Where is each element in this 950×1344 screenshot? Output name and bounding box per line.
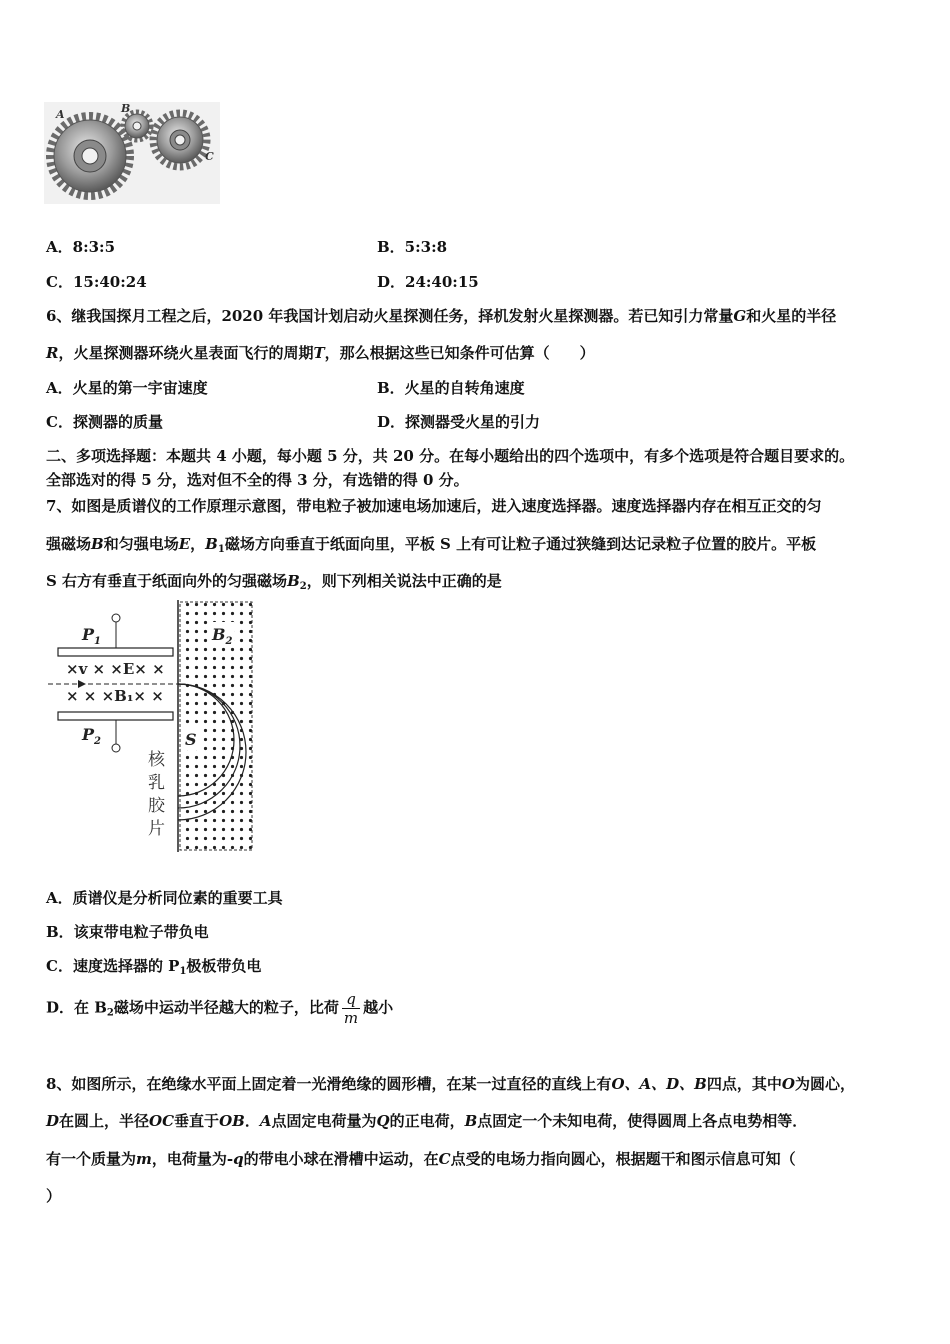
var-e: E <box>178 535 191 553</box>
q5-option-d: D．24:40:15 <box>377 273 479 291</box>
q8-stem-line3 <box>46 1148 796 1169</box>
gear-b-icon <box>123 112 151 140</box>
var-b: B <box>464 1112 478 1130</box>
var-b: B <box>91 535 104 553</box>
var-o: O <box>781 1075 795 1093</box>
q6-option-d: D．探测器受火星的引力 <box>377 413 541 431</box>
p1-terminal-icon <box>112 614 120 622</box>
q7-text: 和匀强电场 <box>103 535 179 553</box>
fraction-denominator: m <box>343 1009 359 1027</box>
q7-text: D．在 B <box>46 998 107 1017</box>
p2-label: $P_2$ <box>82 725 101 747</box>
q5-option-a: A．8:3:5 <box>46 238 116 256</box>
subscript: 1 <box>179 966 187 977</box>
subscript: 1 <box>217 544 225 555</box>
q8-stem-line2 <box>46 1110 807 1131</box>
q6-text: 6、继我国探月工程之后，2020 年我国计划启动火星探测任务，择机发射火星探测器。若已知引力常量 <box>46 307 734 325</box>
q5-option-b: B．5:3:8 <box>377 238 448 256</box>
q8-text: 8、如图所示，在绝缘水平面上固定着一光滑绝缘的圆形槽，在某一过直径的直线上有 <box>46 1075 612 1093</box>
q7-text: 强磁场 <box>46 535 92 553</box>
subscript: 2 <box>299 581 307 592</box>
p2-terminal-icon <box>112 744 120 752</box>
s-label: S <box>185 730 197 749</box>
q7-text: C．速度选择器的 P <box>46 957 180 975</box>
q6-option-a: A．火星的第一宇宙速度 <box>46 379 208 397</box>
p1-label: $P_1$ <box>82 625 101 647</box>
var-q: Q <box>376 1112 390 1130</box>
fraction-numerator: q <box>346 990 356 1008</box>
subscript: 2 <box>106 1007 114 1019</box>
q8-text: 点固定电荷量为 <box>271 1112 377 1130</box>
q7-option-a: A．质谱仪是分析同位素的重要工具 <box>46 889 283 907</box>
charge-mass-ratio-fraction <box>342 990 360 1027</box>
field-row-2: × × ×B₁× × <box>66 687 164 705</box>
var-b1: B <box>205 535 218 553</box>
q7-text: S 右方有垂直于纸面向外的匀强磁场 <box>46 572 288 590</box>
section2-heading-line2: 全部选对的得 5 分，选对但不全的得 3 分，有选错的得 0 分。 <box>46 471 469 489</box>
film-label-char-4: 片 <box>148 819 165 839</box>
var-ob: OB <box>219 1112 245 1130</box>
q7-text: 磁场中运动半径越大的粒子，比荷 <box>113 998 339 1017</box>
q7-stem-line2 <box>46 533 816 554</box>
plate-p2 <box>58 712 173 720</box>
q6-option-c: C．探测器的质量 <box>46 413 163 431</box>
q8-text: 的带电小球在滑槽中运动，在 <box>243 1150 439 1168</box>
q7-text: ， <box>190 535 206 553</box>
q7-text: 越小 <box>363 998 394 1017</box>
q7-stem-line3 <box>46 570 502 591</box>
gear-figure <box>44 102 220 204</box>
gear-label-c: C <box>205 150 214 163</box>
gear-label-b: B <box>121 102 131 115</box>
q6-stem-line2 <box>46 342 595 363</box>
b2-label: $B_2$ <box>212 625 233 647</box>
mass-spectrometer-figure <box>48 600 258 852</box>
var-oc: OC <box>149 1112 175 1130</box>
film-label-char-1: 核 <box>148 750 165 770</box>
film-label-char-3: 胶 <box>148 796 165 816</box>
q8-text: ，电荷量为- <box>151 1150 234 1168</box>
var-b2: B <box>287 572 300 590</box>
q8-text: 有一个质量为 <box>46 1150 137 1168</box>
var-c: C <box>438 1150 451 1168</box>
q7-option-c <box>46 955 261 976</box>
q8-text: 的正电荷， <box>389 1112 465 1130</box>
q8-text: 在圆上，半径 <box>59 1112 150 1130</box>
field-row-1: ×v × ×E× × <box>66 660 165 678</box>
var-r: R <box>46 344 59 362</box>
q8-stem-line4: ） <box>46 1187 62 1205</box>
plate-p1 <box>58 648 173 656</box>
q6-stem-line1 <box>46 305 836 326</box>
var-d: D <box>46 1112 60 1130</box>
q7-stem-line1: 7、如图是质谱仪的工作原理示意图，带电粒子被加速电场加速后，进入速度选择器。速度选择器内存在相互正交的匀 <box>46 497 822 515</box>
q7-option-d <box>46 990 393 1027</box>
q7-text: 磁场方向垂直于纸面向里，平板 S 上有可让粒子通过狭缝到达记录粒子位置的胶片。平板 <box>224 535 817 553</box>
q6-text: 和火星的半径 <box>746 307 837 325</box>
q6-text: ，火星探测器环绕火星表面飞行的周期 <box>58 344 314 362</box>
q8-text: 垂直于 <box>174 1112 220 1130</box>
q7-text: 极板带负电 <box>186 957 262 975</box>
var-t: T <box>313 344 325 362</box>
q8-text: 点受的电场力指向圆心，根据题干和图示信息可知（ <box>450 1150 796 1168</box>
q8-text: 四点，其中 <box>706 1075 782 1093</box>
q7-text: ，则下列相关说法中正确的是 <box>306 572 502 590</box>
var-m: m <box>136 1150 152 1168</box>
var-q-small: q <box>233 1150 244 1168</box>
q5-option-c: C．15:40:24 <box>46 273 147 291</box>
q8-stem-line1 <box>46 1073 855 1094</box>
q6-option-b: B．火星的自转角速度 <box>377 379 525 397</box>
q8-text: 为圆心， <box>794 1075 855 1093</box>
section2-heading-line1: 二、多项选择题：本题共 4 小题，每小题 5 分，共 20 分。在每小题给出的四个选项中，有多个选项是符合题目要求的。 <box>46 447 855 465</box>
gears-illustration <box>44 102 220 204</box>
var-points: O、A、D、B <box>611 1075 707 1093</box>
q8-text: ． <box>244 1112 260 1130</box>
film-label-char-2: 乳 <box>148 773 165 793</box>
gear-label-a: A <box>56 108 65 121</box>
q8-text: 点固定一个未知电荷，使得圆周上各点电势相等． <box>477 1112 808 1130</box>
mass-spectrometer-diagram <box>48 600 258 852</box>
var-a: A <box>259 1112 272 1130</box>
q7-option-b: B．该束带电粒子带负电 <box>46 923 209 941</box>
q6-text: ，那么根据这些已知条件可估算（ ） <box>324 344 595 362</box>
var-g: G <box>733 307 747 325</box>
